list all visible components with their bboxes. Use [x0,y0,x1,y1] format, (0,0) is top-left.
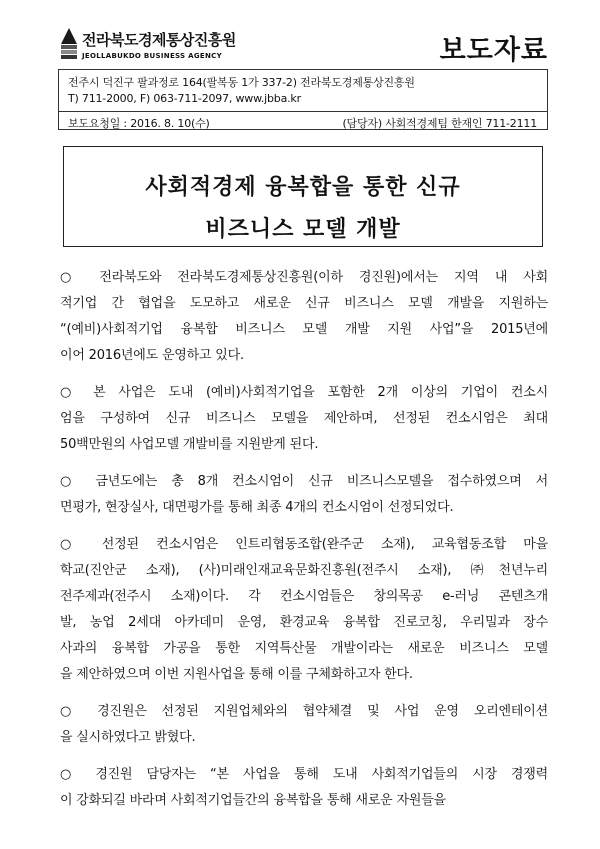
paragraph-line: 이어 2016년에도 운영하고 있다. [60,348,244,363]
contact-text: T) 711-2000, F) 063-711-2097, www.jbba.kr [68,92,301,105]
paragraph-line: ○ 경진원 담당자는 “본 사업을 통해 도내 사회적기업들의 시장 경쟁력 [60,767,548,782]
paragraph-line: 발, 농업 2세대 아카데미 운영, 환경교육 융복합 진로코칭, 우리밀과 장수 [60,615,548,630]
person-in-charge: (담당자) 사회적경제팀 한재인 711-2111 [342,117,537,130]
org-name-korean: 전라북도경제통상진흥원 [82,31,236,49]
page-header [58,26,548,68]
request-date: 보도요청일 : 2016. 8. 10(수) [68,117,210,130]
headline-box [63,146,543,247]
paragraph-line: 을 제안하였으며 이번 지원사업을 통해 이를 구체화하고자 한다. [60,667,413,682]
paragraph-line: 50백만원의 사업모델 개발비를 지원받게 된다. [60,437,319,452]
paragraph-line: ○ 금년도에는 총 8개 컨소시엄이 신규 비즈니스모델을 접수하였으며 서 [60,474,548,489]
press-release-label: 보도자료 [439,35,548,66]
body-paragraph [60,265,548,369]
agency-logo-icon [58,26,80,62]
contact-info-box [58,69,548,130]
paragraph-line: 면평가, 현장실사, 대면평가를 통해 최종 4개의 컨소시엄이 선정되었다. [60,500,454,515]
body-paragraph [60,380,548,458]
info-divider [59,111,547,112]
address-text: 전주시 덕진구 팔과정로 164(팔복동 1가 337-2) 전라북도경제통상진흥원 [68,76,415,89]
paragraph-line: 사과의 융복합 가공을 통한 지역특산물 개발이라는 새로운 비즈니스 모델 [60,641,548,656]
body-paragraph [60,469,548,521]
paragraph-line: 전주제과(전주시 소재)이다. 각 컨소시엄들은 창의목공 e-러닝 콘텐츠개 [60,589,548,604]
headline-line-2: 비즈니스 모델 개발 [205,217,401,242]
paragraph-line: 엄을 구성하여 신규 비즈니스 모델을 제안하며, 선정된 컨소시엄은 최대 [60,411,548,426]
paragraph-line: 을 실시하였다고 밝혔다. [60,730,196,745]
org-name-english: JEOLLABUKDO BUSINESS AGENCY [82,52,222,60]
headline-line-1: 사회적경제 융복합을 통한 신규 [145,175,461,200]
paragraph-line: “(예비)사회적기업 융복합 비즈니스 모델 개발 지원 사업”을 2015년에 [60,322,548,337]
body-paragraph [60,532,548,688]
paragraph-line: ○ 본 사업은 도내 (예비)사회적기업을 포함한 2개 이상의 기업이 컨소시 [60,385,548,400]
paragraph-line: 학교(진안군 소재), (사)미래인재교육문화진흥원(전주시 소재), ㈜천년누리 [60,563,548,578]
article-body [60,265,548,825]
body-paragraph [60,762,548,814]
body-paragraph [60,699,548,751]
paragraph-line: 이 강화되길 바라며 사회적기업들간의 융복합을 통해 새로운 자원들을 [60,793,446,808]
paragraph-line: ○ 전라북도와 전라북도경제통상진흥원(이하 경진원)에서는 지역 내 사회 [60,270,548,285]
paragraph-line: 적기업 간 협업을 도모하고 새로운 신규 비즈니스 모델 개발을 지원하는 [60,296,548,311]
paragraph-line: ○ 경진원은 선정된 지원업체와의 협약체결 및 사업 운영 오리엔테이션 [60,704,548,719]
paragraph-line: ○ 선정된 컨소시엄은 인트리협동조합(완주군 소재), 교육협동조합 마을 [60,537,548,552]
